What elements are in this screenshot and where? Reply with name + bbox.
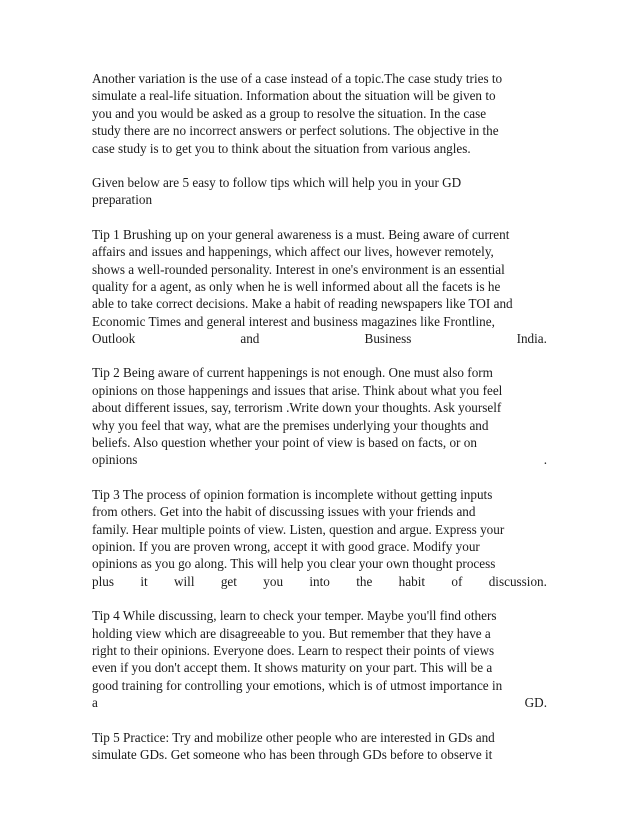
text-line: Economic Times and general interest and business magazines like Frontline, bbox=[92, 313, 495, 329]
paragraph bbox=[92, 729, 547, 764]
word: and bbox=[240, 331, 260, 347]
word: India. bbox=[516, 331, 547, 347]
text-line: opinion. If you are proven wrong, accept it with good grace. Modify your bbox=[92, 538, 480, 554]
text-line: about different issues, say, terrorism .Write down your thoughts. Ask yourself bbox=[92, 400, 502, 416]
paragraph bbox=[92, 364, 547, 468]
word: opinions bbox=[92, 452, 138, 468]
text-line: shows a well-rounded personality. Interest in one's environment is an essential bbox=[92, 261, 505, 277]
text-line: from others. Get into the habit of discussing issues with your friends and bbox=[92, 504, 476, 520]
text-line: Tip 3 The process of opinion formation is incomplete without getting inputs bbox=[92, 486, 493, 502]
justified-last-line bbox=[92, 694, 547, 711]
text-line: holding view which are disagreeable to you. But remember that they have a bbox=[92, 625, 491, 641]
text-line: Tip 2 Being aware of current happenings is not enough. One must also form bbox=[92, 365, 493, 381]
text-line: Given below are 5 easy to follow tips which will help you in your GD bbox=[92, 174, 462, 190]
text-line: Tip 5 Practice: Try and mobilize other people who are interested in GDs and bbox=[92, 729, 495, 745]
text-line: simulate GDs. Get someone who has been through GDs before to observe it bbox=[92, 746, 493, 762]
word: GD. bbox=[524, 695, 547, 711]
word: Outlook bbox=[92, 331, 136, 347]
text-line: opinions on those happenings and issues that arise. Think about what you feel bbox=[92, 382, 503, 398]
text-line: good training for controlling your emotions, which is of utmost importance in bbox=[92, 677, 503, 693]
paragraph bbox=[92, 226, 547, 348]
word: habit bbox=[398, 573, 426, 589]
word: a bbox=[92, 695, 98, 711]
text-line: Tip 1 Brushing up on your general awareness is a must. Being aware of current bbox=[92, 226, 510, 242]
paragraph bbox=[92, 607, 547, 711]
text-line: beliefs. Also question whether your point of view is based on facts, or on bbox=[92, 435, 477, 451]
paragraph bbox=[92, 174, 547, 209]
word: get bbox=[220, 573, 237, 589]
justified-last-line bbox=[92, 330, 547, 347]
document-body bbox=[92, 70, 547, 780]
justified-last-line bbox=[92, 573, 547, 590]
word: will bbox=[173, 573, 195, 589]
text-line: Another variation is the use of a case instead of a topic.The case study tries to bbox=[92, 71, 503, 86]
word: plus bbox=[92, 573, 114, 589]
text-line: case study is to get you to think about the situation from various angles. bbox=[92, 140, 471, 156]
text-line: why you feel that way, what are the premises underlying your thoughts and bbox=[92, 417, 489, 433]
text-line: able to take correct decisions. Make a habit of reading newspapers like TOI and bbox=[92, 296, 513, 312]
text-line: quality for a agent, as only when he is well informed about all the facets is he bbox=[92, 278, 501, 294]
text-line: you and you would be asked as a group to resolve the situation. In the case bbox=[92, 105, 487, 121]
text-line: affairs and issues and happenings, which affect our lives, however remotely, bbox=[92, 244, 494, 260]
word: discussion. bbox=[488, 573, 547, 589]
word: Business bbox=[364, 331, 412, 347]
justified-last-line bbox=[92, 451, 547, 468]
paragraph bbox=[92, 70, 547, 157]
text-line: family. Hear multiple points of view. Listen, question and argue. Express your bbox=[92, 521, 505, 537]
word: of bbox=[451, 573, 463, 589]
word: into bbox=[309, 573, 330, 589]
word: the bbox=[356, 573, 373, 589]
text-line: study there are no incorrect answers or perfect solutions. The objective in the bbox=[92, 123, 499, 139]
text-line: Tip 4 While discussing, learn to check your temper. Maybe you'll find others bbox=[92, 608, 497, 624]
text-line: simulate a real-life situation. Information about the situation will be given to bbox=[92, 88, 496, 104]
word: . bbox=[543, 452, 547, 468]
text-line: opinions as you go along. This will help you clear your own thought process bbox=[92, 556, 496, 572]
word: you bbox=[263, 573, 284, 589]
word: it bbox=[140, 573, 148, 589]
text-line: preparation bbox=[92, 192, 153, 208]
text-line: even if you don't accept them. It shows maturity on your part. This will be a bbox=[92, 660, 493, 676]
text-line: right to their opinions. Everyone does. Learn to respect their points of views bbox=[92, 642, 495, 658]
paragraph bbox=[92, 486, 547, 590]
